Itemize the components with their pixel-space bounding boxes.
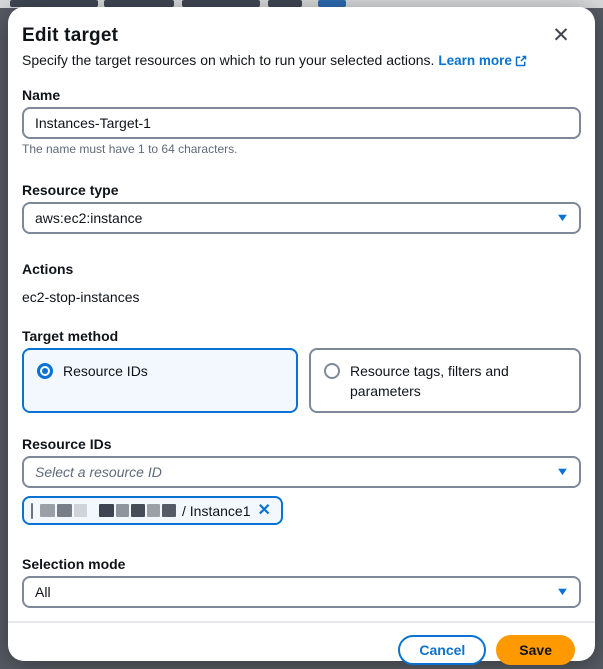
name-label: Name [22,87,61,103]
dialog-subtitle [22,50,581,73]
learn-more-link[interactable]: Learn more [438,53,527,68]
blurred-page-link [318,0,346,7]
actions-label: Actions [22,261,74,277]
chevron-down-icon: ▼ [555,465,570,478]
target-method-options [22,348,581,413]
edit-target-dialog [8,7,595,661]
redacted-resource-id [31,503,176,519]
chevron-down-icon: ▼ [555,211,570,224]
name-helper-text: The name must have 1 to 64 characters. [22,142,238,156]
tile-resource-tags-filters[interactable] [309,348,581,413]
name-input[interactable] [22,107,581,139]
actions-value: ec2-stop-instances [22,289,140,305]
target-method-label: Target method [22,328,119,344]
resource-type-label: Resource type [22,182,119,198]
resource-ids-label: Resource IDs [22,436,112,452]
dialog-header [22,24,581,48]
save-button[interactable]: Save [496,635,575,665]
resource-type-select[interactable] [22,202,581,234]
tile-resource-ids-label: Resource IDs [63,363,148,379]
blurred-page-text [268,0,302,7]
token-instance-name: / Instance1 [182,502,251,519]
tile-resource-tags-filters-label: Resource tags, filters and parameters [350,363,509,399]
dialog-footer [22,623,581,665]
chevron-down-icon: ▼ [555,585,570,598]
radio-unchecked-icon[interactable] [324,363,340,379]
radio-checked-icon[interactable] [37,363,53,379]
external-link-icon [515,53,527,73]
token-dismiss-icon[interactable]: ✕ [257,501,271,519]
blurred-page-text [104,0,174,7]
selection-mode-select[interactable] [22,576,581,608]
close-icon[interactable]: ✕ [547,22,575,50]
resource-id-token [22,496,283,525]
resource-type-value: aws:ec2:instance [35,210,143,226]
blurred-page-text [182,0,260,7]
selection-mode-label: Selection mode [22,556,126,572]
dialog-title: Edit target [22,25,119,46]
selection-mode-value: All [35,584,51,600]
tile-resource-ids[interactable] [22,348,298,413]
subtitle-text: Specify the target resources on which to run your selected actions. [22,52,435,68]
resource-id-select[interactable] [22,456,581,488]
resource-id-placeholder: Select a resource ID [35,464,162,480]
cancel-button[interactable]: Cancel [398,635,486,665]
blurred-page-text [10,0,98,7]
